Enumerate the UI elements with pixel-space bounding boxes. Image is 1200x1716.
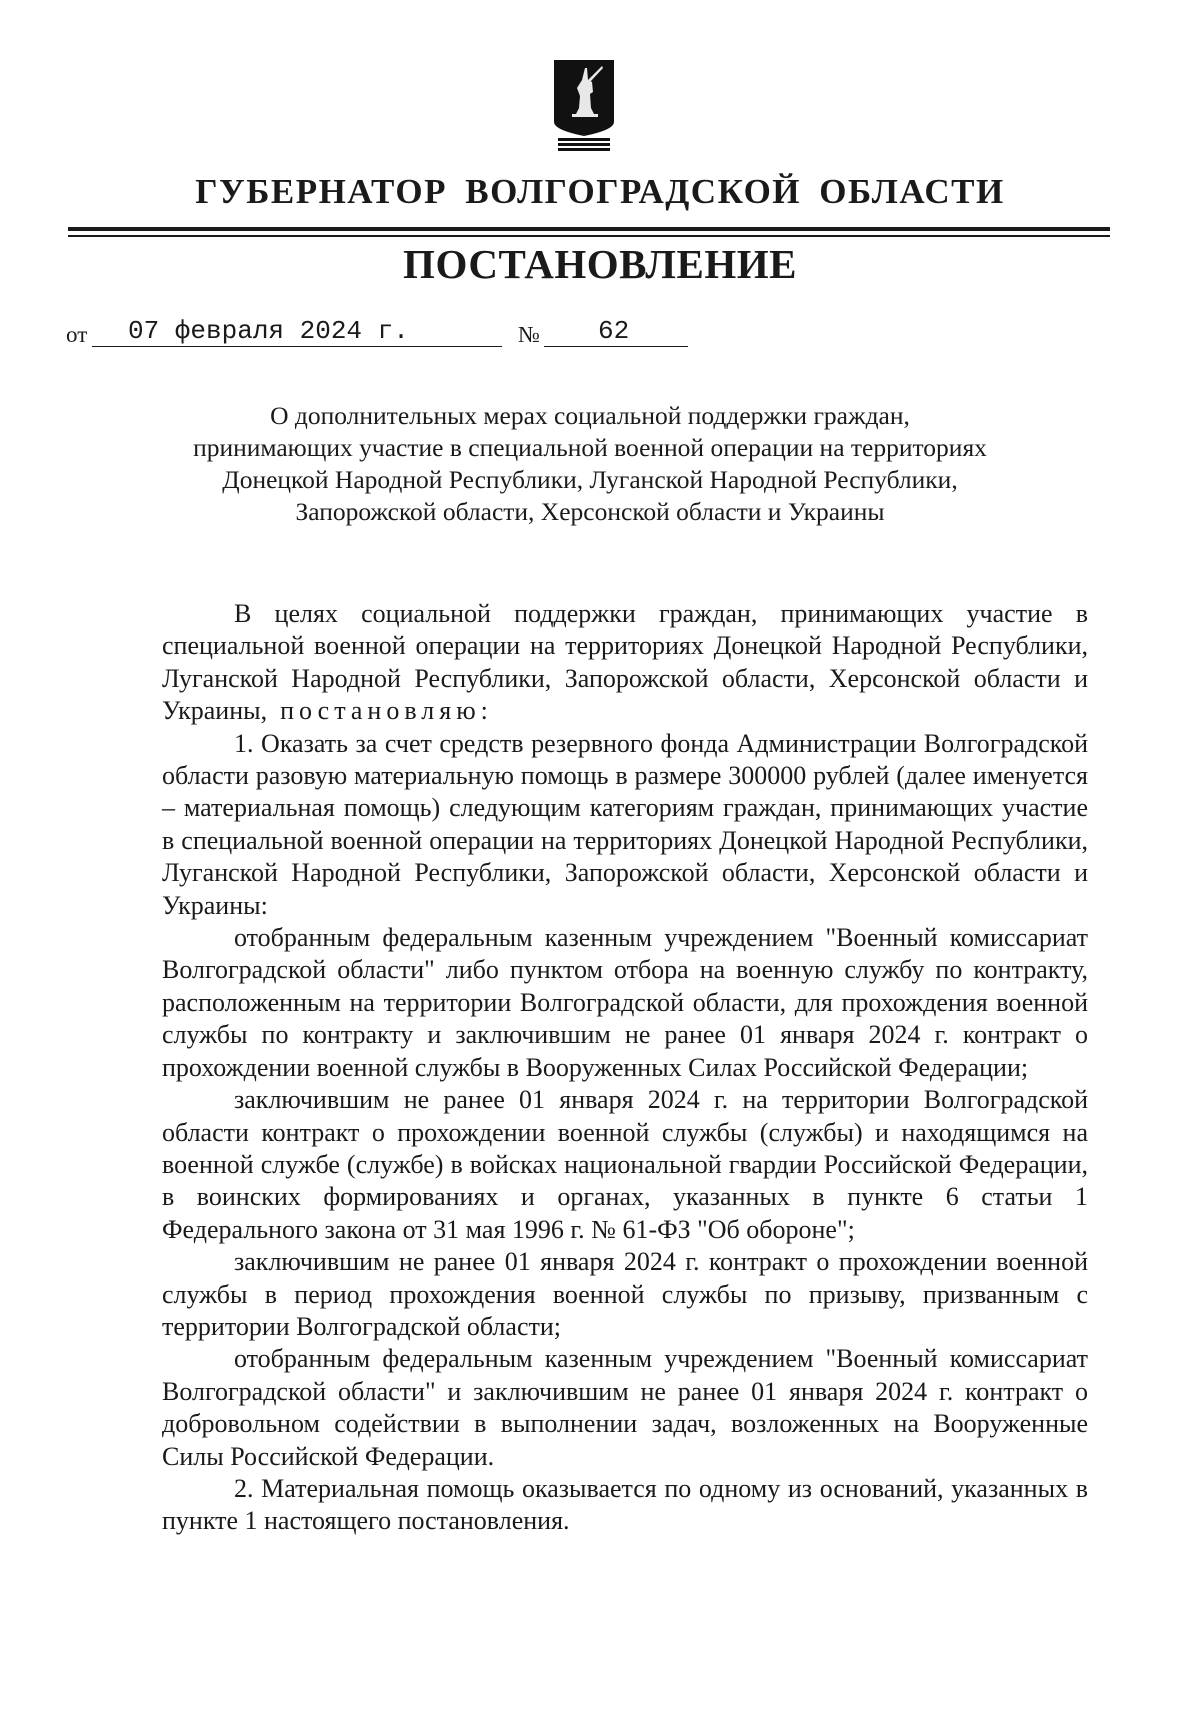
body-paragraph: заключившим не ранее 01 января 2024 г. на территории Волгоградской области контракт о прохождении военной службы (службы) и находящимся на военной службе (службе) в войсках национальной гвардии Российской Федерации, в воинских формированиях и органах, указанных в пункте 6 статьи 1 Федерального закона от 31 мая 1996 г. № 61-ФЗ "Об обороне";	[162, 1085, 1088, 1244]
document-type: ПОСТАНОВЛЕНИЕ	[403, 241, 797, 287]
body-paragraph: отобранным федеральным казенным учреждением "Военный комиссариат Волгоградской области" либо пунктом отбора на военную службу по контракту, расположенным на территории Волгоградской области, для прохождения военной службы по контракту и заключившим не ранее 01 января 2024 г. контракт о прохождении военной службы в Вооруженных Силах Российской Федерации;	[162, 923, 1088, 1082]
date-underline	[92, 346, 502, 347]
document-number: 62	[598, 316, 630, 346]
title-line: О дополнительных мерах социальной поддержки граждан,	[270, 401, 910, 430]
date-number-line	[66, 312, 706, 352]
header-rule-thin	[68, 235, 1110, 237]
document-title	[160, 400, 1020, 528]
header-rule-thick	[68, 227, 1110, 231]
number-prefix: №	[518, 322, 540, 347]
volgograd-coat-of-arms-icon	[552, 58, 616, 152]
title-line: принимающих участие в специальной военной операции на территориях	[193, 433, 987, 462]
title-line: Донецкой Народной Республики, Луганской Народной Республики,	[222, 465, 958, 494]
preamble-directive: постановляю:	[280, 696, 493, 726]
body-paragraph: 1. Оказать за счет средств резервного фонда Администрации Волгоградской области разовую материальную помощь в размере 300000 рублей (далее именуется – материальная помощь) следующим категориям граждан, принимающих участие в специальной военной операции на территориях Донецкой Народной Республики, Луганской Народной Республики, Запорожской области, Херсонской области и Украины:	[162, 728, 1088, 920]
document-body	[162, 598, 1088, 1538]
document-date: 07 февраля 2024 г.	[128, 316, 409, 346]
title-line: Запорожской области, Херсонской области и Украины	[295, 497, 885, 526]
issuing-authority: ГУБЕРНАТОР ВОЛГОГРАДСКОЙ ОБЛАСТИ	[195, 172, 1005, 211]
body-paragraph: заключившим не ранее 01 января 2024 г. контракт о прохождении военной службы в период прохождения военной службы по призыву, призванным с территории Волгоградской области;	[162, 1247, 1088, 1341]
body-paragraph: отобранным федеральным казенным учреждением "Военный комиссариат Волгоградской области" и заключившим не ранее 01 января 2024 г. контракт о добровольном содействии в выполнении задач, возложенных на Вооруженные Силы Российской Федерации.	[162, 1344, 1088, 1471]
number-underline	[544, 346, 688, 347]
preamble-paragraph	[162, 598, 1088, 728]
body-paragraph: 2. Материальная помощь оказывается по одному из оснований, указанных в пункте 1 настоящего постановления.	[162, 1473, 1088, 1536]
preamble-text: В целях социальной поддержки граждан, принимающих участие в специальной военной операции на территориях Донецкой Народной Республики, Луганской Народной Республики, Запорожской области, Херсонской области и Украины,	[162, 599, 1088, 726]
date-prefix: от	[66, 322, 88, 347]
